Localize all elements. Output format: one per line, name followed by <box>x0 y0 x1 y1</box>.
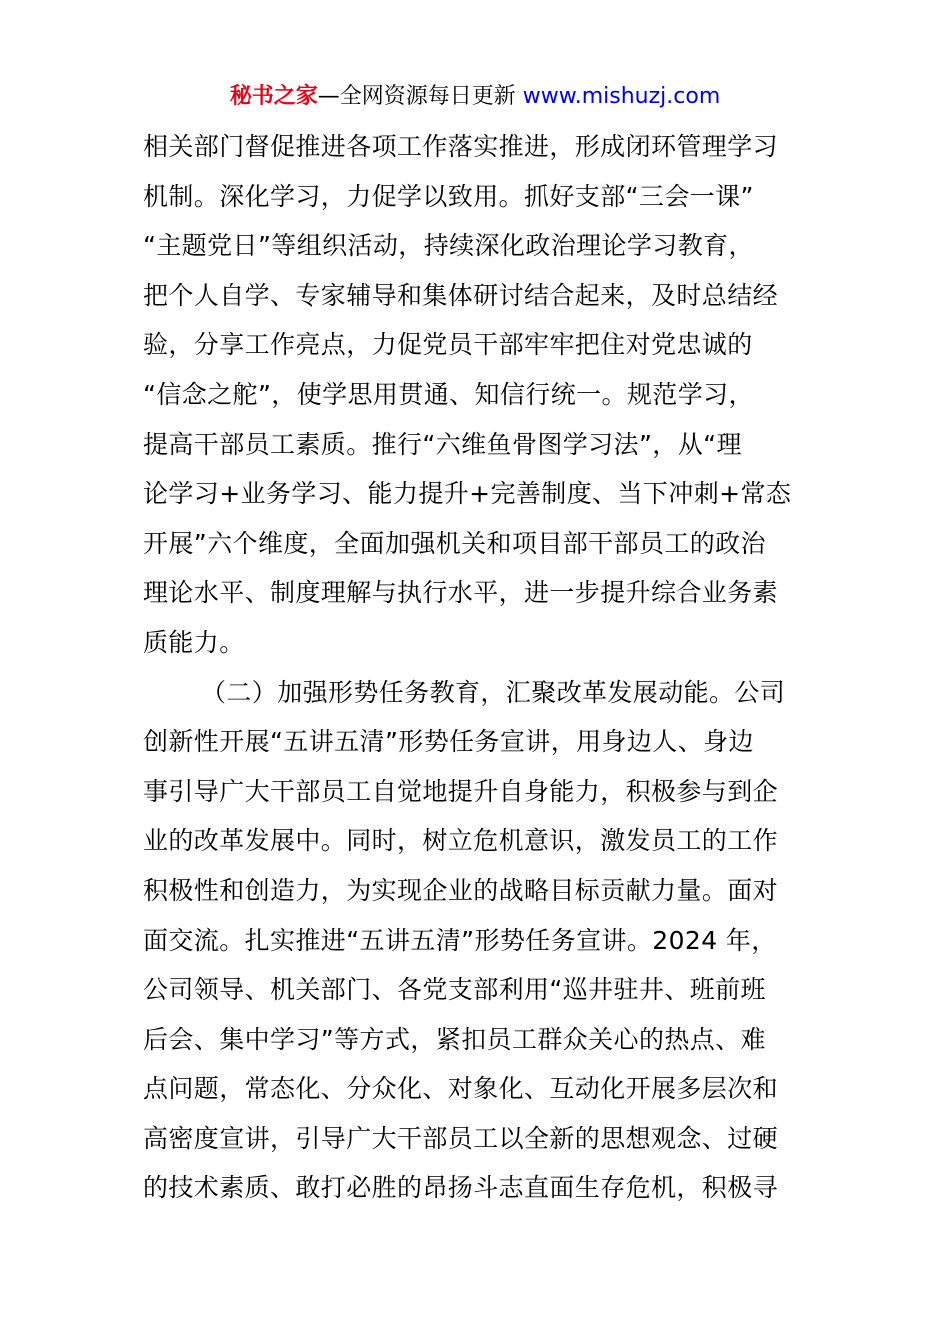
body-line: “信念之舵”，使学思用贯通、知信行统一。规范学习， <box>143 379 754 409</box>
body-line: 机制。深化学习，力促学以致用。抓好支部“三会一课” <box>143 181 754 211</box>
brand-name: 秘书之家 <box>229 84 318 109</box>
body-line: 面交流。扎实推进“五讲五清”形势任务宣讲。2024 年， <box>143 925 777 955</box>
page-header <box>0 82 950 112</box>
body-line: 质能力。 <box>143 627 245 657</box>
body-line: 把个人自学、专家辅导和集体研讨结合起来，及时总结经 <box>143 280 779 310</box>
body-line: 事引导广大干部员工自觉地提升自身能力，积极参与到企 <box>143 776 779 806</box>
document-body <box>143 122 807 1213</box>
body-line: 公司领导、机关部门、各党支部利用“巡井驻井、班前班 <box>143 975 766 1005</box>
site-link[interactable]: www.mishuzj.com <box>515 84 721 109</box>
body-line: 相关部门督促推进各项工作落实推进，形成闭环管理学习 <box>143 132 779 161</box>
header-tagline: —全网资源每日更新 <box>317 84 516 109</box>
body-line: 的技术素质、敢打必胜的昂扬斗志直面生存危机，积极寻 <box>143 1173 779 1203</box>
body-line: 提高干部员工素质。推行“六维鱼骨图学习法”，从“理 <box>143 429 742 459</box>
body-line: 业的改革发展中。同时，树立危机意识，激发员工的工作 <box>143 826 779 856</box>
body-line: 积极性和创造力，为实现企业的战略目标贡献力量。面对 <box>143 875 779 905</box>
body-line: 论学习+业务学习、能力提升+完善制度、当下冲刺+常态 <box>143 479 792 509</box>
body-line: 验，分享工作亮点，力促党员干部牢牢把住对党忠诚的 <box>143 330 753 360</box>
body-line: 创新性开展“五讲五清”形势任务宣讲，用身边人、身边 <box>143 727 754 757</box>
body-line: 理论水平、制度理解与执行水平，进一步提升综合业务素 <box>143 578 779 608</box>
body-line: 后会、集中学习”等方式，紧扣员工群众关心的热点、难 <box>143 1024 766 1054</box>
body-line: 点问题，常态化、分众化、对象化、互动化开展多层次和 <box>143 1074 779 1104</box>
body-line: “主题党日”等组织活动，持续深化政治理论学习教育， <box>143 231 754 261</box>
body-line: 高密度宣讲，引导广大干部员工以全新的思想观念、过硬 <box>143 1123 779 1153</box>
body-line: 开展”六个维度，全面加强机关和项目部干部员工的政治 <box>143 528 766 558</box>
section-heading-line: （二）加强形势任务教育，汇聚改革发展动能。公司 <box>201 677 786 707</box>
